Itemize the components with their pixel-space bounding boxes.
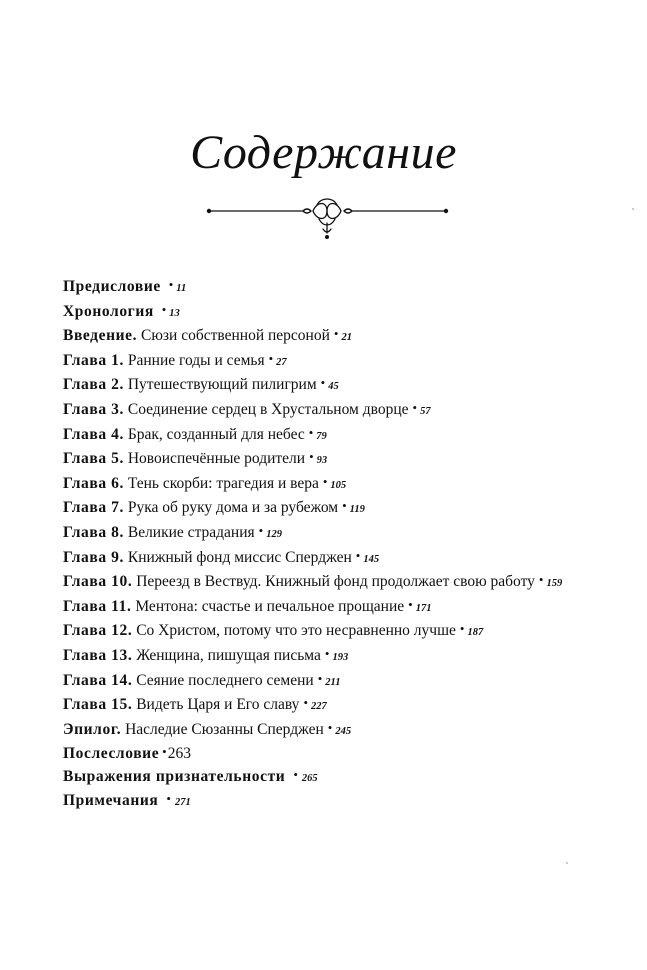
toc-entry[interactable]: Послесловие •263 (63, 744, 191, 763)
toc-entry[interactable]: Глава 13. Женщина, пишущая письма • 193 (63, 645, 349, 664)
page-number: 129 (266, 528, 282, 540)
page-number: 13 (169, 307, 180, 319)
page-number: 105 (330, 479, 347, 491)
toc-entry[interactable]: Введение. Сюзи собственной персоной • 21 (63, 326, 352, 345)
toc-entry[interactable]: Глава 1. Ранние годы и семья • 27 (63, 350, 287, 369)
table-of-contents (63, 276, 608, 815)
page-number: 159 (546, 578, 563, 590)
page-number: 211 (325, 676, 341, 688)
toc-entry[interactable]: Глава 6. Тень скорби: трагедия и вера • 105 (63, 473, 347, 492)
toc-entry[interactable]: Глава 5. Новоиспечённые родители • 93 (63, 449, 328, 468)
toc-entry[interactable]: Эпилог. Наследие Сюзанны Сперджен • 245 (63, 719, 352, 738)
toc-entry[interactable]: Примечания • 271 (63, 791, 191, 810)
toc-entry[interactable]: Глава 7. Рука об руку дома и за рубежом • 119 (63, 498, 365, 517)
page-number: 119 (349, 504, 365, 516)
toc-entry[interactable]: Глава 8. Великие страдания • 129 (63, 522, 282, 541)
page-number: 145 (363, 553, 380, 565)
page-number: 93 (316, 455, 328, 467)
page-number: 45 (328, 381, 339, 393)
page-number: 265 (301, 772, 318, 784)
toc-entry[interactable]: Глава 4. Брак, созданный для небес • 79 (63, 424, 327, 443)
toc-entry[interactable]: Глава 11. Ментона: счастье и печальное прощание • 171 (63, 596, 432, 615)
toc-entry[interactable]: Глава 9. Книжный фонд миссис Сперджен • 145 (63, 547, 380, 566)
page-number: 227 (311, 701, 327, 713)
toc-entry[interactable]: Хронология • 13 (63, 301, 180, 320)
page-number: 27 (276, 356, 287, 368)
page-number: 193 (332, 651, 349, 663)
paper-speck (632, 208, 634, 210)
page-number: 245 (335, 725, 352, 737)
page-number: 21 (341, 332, 352, 344)
toc-entry[interactable]: Глава 15. Видеть Царя и Его славу • 227 (63, 695, 327, 714)
page-number: 57 (420, 405, 431, 417)
toc-entry[interactable]: Глава 2. Путешествующий пилигрим • 45 (63, 375, 339, 394)
page-title: Содержание (190, 126, 457, 179)
toc-entry[interactable]: Глава 14. Сеяние последнего семени • 211 (63, 670, 341, 689)
toc-entry[interactable]: Глава 3. Соединение сердец в Хрустальном дворце • 57 (63, 399, 431, 418)
page-number: 263 (167, 745, 191, 763)
page-number: 79 (316, 430, 327, 442)
page-number: 271 (174, 797, 191, 809)
toc-entry[interactable]: Предисловие • 11 (63, 277, 187, 295)
page-number: 171 (415, 602, 432, 614)
page-number: 11 (176, 283, 187, 294)
page-number: 187 (467, 627, 484, 639)
toc-entry[interactable]: Глава 10. Переезд в Вествуд. Книжный фонд продолжает свою работу • 159 (63, 572, 563, 591)
toc-entry[interactable]: Выражения признательности • 265 (63, 766, 318, 785)
ornament-divider-icon (205, 197, 450, 247)
paper-speck (566, 862, 568, 864)
toc-entry[interactable]: Глава 12. Со Христом, потому что это несравненно лучше • 187 (63, 621, 484, 640)
